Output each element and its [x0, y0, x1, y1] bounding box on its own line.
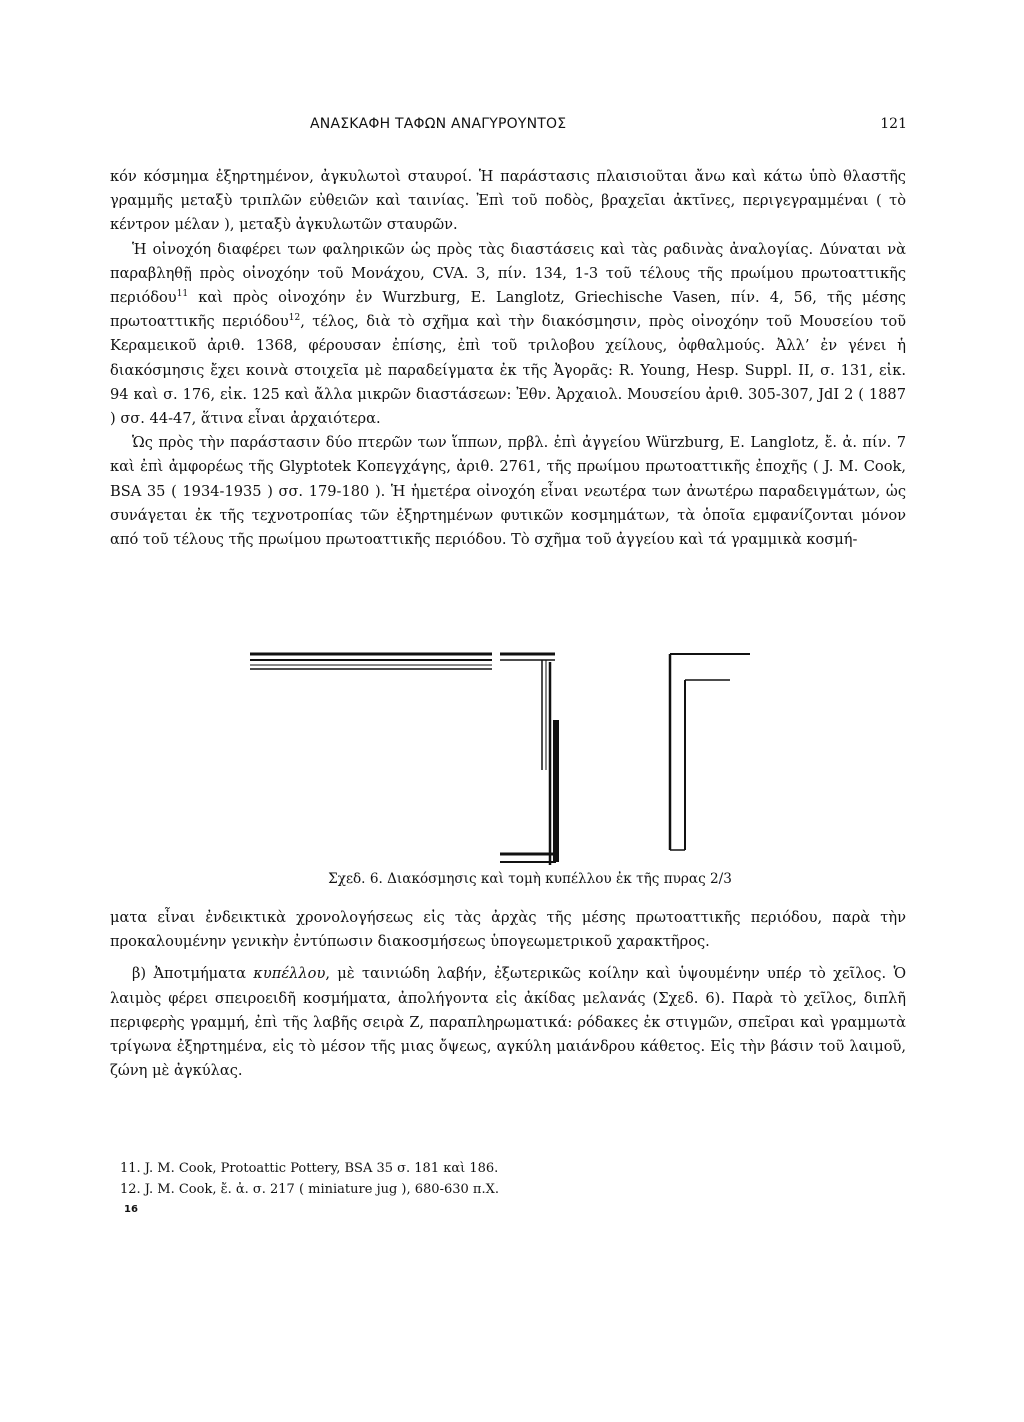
paragraph-2-text-c: , τέλος, διὰ τὸ σχῆμα καὶ τὴν διακόσμησιν, πρὸς οἰνοχόην τοῦ Μουσείου τοῦ Κεραμεικοῦ ἀριθ. 1368, φέρουσαν ἐπίσης, ἐπὶ τοῦ τριλοβου χείλους, ὀφθαλμούς. Ἀλλ’ ἐν γένει ἡ διακόσμησις ἔχει κοινὰ στοιχεῖα μὲ παραδείγματα ἐκ τῆς Ἀγορᾶς: R. Young, Hesp. Suppl. II, σ. 131, εἰκ. 94 καὶ σ. 176, εἰκ. 125 καὶ ἄλλα μικρῶν διαστάσεων: Ἐθν. Ἀρχαιολ. Μουσείου ἀριθ. 305-307, JdI 2 ( 1887 ) σσ. 44-47, ἅτινα εἶναι ἀρχαιότερα. — [110, 313, 906, 428]
footnote-ref-11: 11 — [176, 289, 189, 300]
cup-profile-drawing — [200, 640, 880, 870]
handle-profile — [500, 660, 556, 865]
paragraph-4 — [110, 906, 906, 954]
figure-drawing — [200, 640, 880, 870]
footnote-12: 12. J. M. Cook, ἔ. ἀ. σ. 217 ( miniature jug ), 680-630 π.Χ. — [120, 1182, 499, 1197]
signature-mark: 16 — [124, 1204, 138, 1215]
paragraph-3-text: Ὡς πρὸς τὴν παράστασιν δύο πτερῶν των ἵππων, πρβλ. ἐπὶ ἀγγείου Würzburg, E. Langlotz, ἔ. ἀ. πίν. 7 καὶ ἐπὶ ἀμφορέως τῆς Glyptotek Κοπεγχάγης, ἀριθ. 2761, τῆς πρωίμου πρωτοαττικῆς ἐποχῆς ( J. M. Cook, BSA 35 ( 1934-1935 ) σσ. 179-180 ). Ἡ ἡμετέρα οἰνοχόη εἶναι νεωτέρα των ἀνωτέρω παραδειγμάτων, ὡς συνάγεται ἐκ τῆς τεχνοτροπίας τῶν ἐξηρτημένων φυτικῶν κοσμημάτων, τὰ ὁποῖα εμφανίζονται μόνον από τοῦ τέλους τῆς πρωίμου πρωτοαττικῆς περιόδου. Τὸ σχῆμα τοῦ ἀγγείου καὶ τά γραμμικὰ κοσμή- — [110, 434, 906, 549]
paragraph-1 — [110, 165, 906, 238]
footnote-11: 11. J. M. Cook, Protoattic Pottery, BSA 35 σ. 181 καὶ 186. — [120, 1161, 499, 1176]
paragraph-5-italic: κυπέλλου — [253, 965, 326, 983]
footnote-ref-12: 12 — [288, 313, 301, 324]
main-text-bottom — [110, 906, 906, 1083]
paragraph-5 — [110, 962, 906, 1083]
paragraph-2-text-a: Ἡ οἰνοχόη διαφέρει των φαληρικῶν ὡς πρὸς τὰς διαστάσεις καὶ τὰς ραδινὰς ἀναλογίας. Δύναται νὰ παραβληθῇ πρὸς οἰνοχόην τοῦ Μονάχου, CVA. 3, πίν. 134, 1-3 τοῦ τέλους τῆς πρωίμου πρωτοαττικῆς περιόδου — [110, 240, 906, 307]
paragraph-5-text-a: β) Ἀποτμήματα — [132, 965, 254, 983]
rim-band-lines — [250, 654, 555, 669]
main-text-top — [110, 165, 906, 552]
footnotes — [120, 1158, 820, 1200]
paragraph-2-text-b: καὶ πρὸς οἰνοχόην ἐν Wurzburg, E. Langlotz, Griechische Vasen, πίν. 4, 56, τῆς μέσης πρωτοαττικῆς περιόδου — [110, 289, 906, 331]
figure-caption: Σχεδ. 6. Διακόσμησις καὶ τομὴ κυπέλλου ἐκ τῆς πυρας 2/3 — [328, 871, 732, 887]
section-profile — [670, 654, 750, 850]
paragraph-4-text: ματα εἶναι ἐνδεικτικὰ χρονολογήσεως εἰς τὰς ἀρχὰς τῆς μέσης πρωτοαττικῆς περιόδου, παρὰ τὴν προκαλουμένην γενικὴν ἐντύπωσιν διακοσμήσεως ὑπογεωμετρικοῦ χαρακτῆρος. — [110, 909, 906, 951]
page-header — [110, 116, 910, 140]
paragraph-3 — [110, 431, 906, 552]
paragraph-1-text: κόν κόσμημα ἐξηρτημένον, ἀγκυλωτοὶ σταυροί. Ἡ παράστασις πλαισιοῦται ἄνω καὶ κάτω ὑπὸ θλαστῆς γραμμῆς μεταξὺ τριπλῶν εὐθειῶν καὶ ταινίας. Ἐπὶ τοῦ ποδὸς, βραχεῖαι ἀκτῖνες, περιγεγραμμέναι ( τὸ κέντρον μέλαν ), μεταξὺ ἀγκυλωτῶν σταυρῶν. — [110, 168, 906, 234]
page-number: 121 — [880, 116, 907, 132]
paragraph-2 — [110, 238, 906, 432]
paragraph-5-text-b: , μὲ ταινιώδη λαβήν, ἐξωτερικῶς κοίλην καὶ ὑψουμένην υπέρ τὸ χεῖλος. Ὁ λαιμὸς φέρει σπειροειδῆ κοσμήματα, ἀπολήγοντα εἰς ἀκίδας μελανάς (Σχεδ. 6). Παρὰ τὸ χεῖλος, διπλῆ περιφερὴς γραμμή, ἐπὶ τῆς λαβῆς σειρὰ Ζ, παραπληρωματικά: ρόδακες ἐκ στιγμῶν, σπεῖραι καὶ γραμμωτὰ τρίγωνα ἐξηρτημένα, εἰς τὸ μέσον τῆς μιας ὄψεως, αγκύλη μαιάνδρου κάθετος. Εἰς τὴν βάσιν τοῦ λαιμοῦ, ζώνη μὲ ἀγκύλας. — [110, 965, 906, 1080]
running-title: ΑΝΑΣΚΑΦΗ ΤΑΦΩΝ ΑΝΑΓΥΡΟΥΝΤΟΣ — [310, 116, 567, 132]
